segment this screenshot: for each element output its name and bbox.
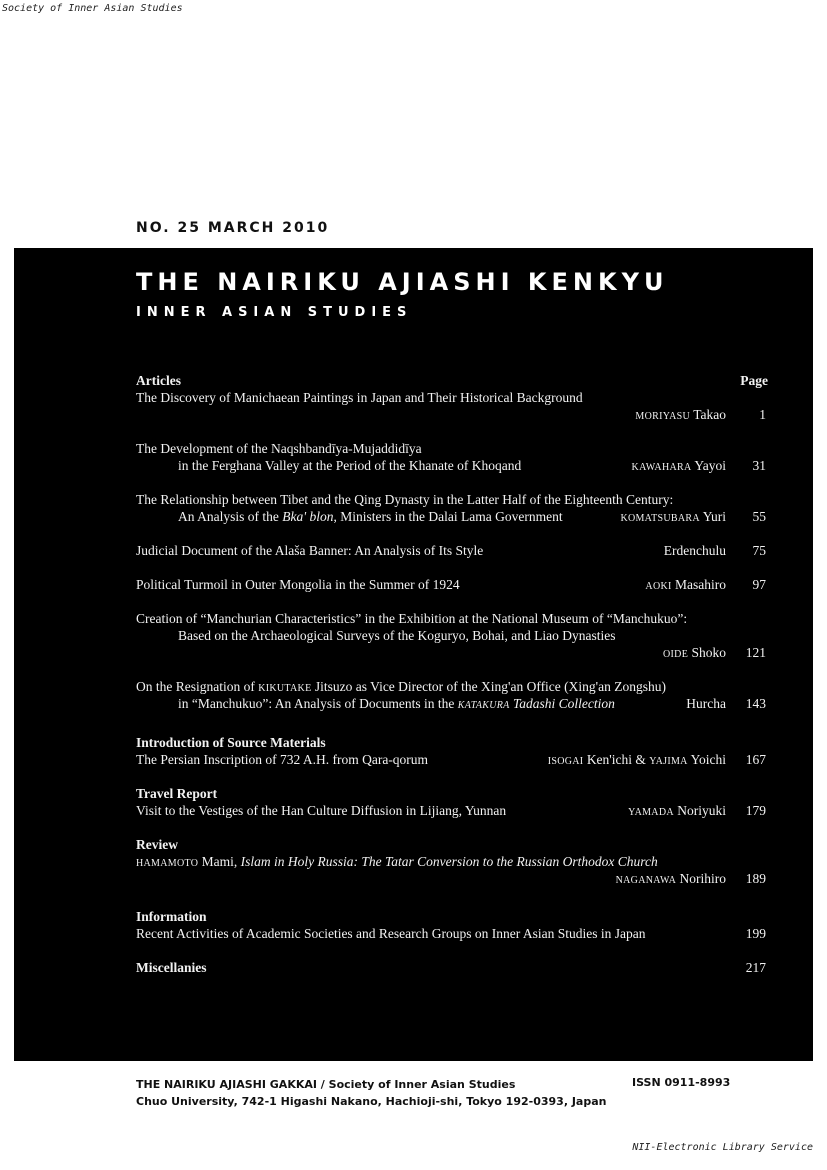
entry-author: NAGANAWA Norihiro bbox=[615, 871, 726, 886]
toc-entry-author-line bbox=[136, 644, 768, 661]
entry-page: 189 bbox=[745, 871, 766, 886]
entry-author: KOMATSUBARA Yuri bbox=[620, 509, 726, 524]
entry-page: 121 bbox=[745, 645, 766, 660]
entry-author: YAMADA Noriyuki bbox=[628, 803, 726, 818]
entry-title-continued: Based on the Archaeological Surveys of the Koguryo, Bohai, and Liao Dynasties bbox=[178, 628, 616, 643]
toc-entry-line2 bbox=[136, 457, 768, 474]
entry-author: Hurcha bbox=[686, 696, 726, 711]
toc-entry[interactable] bbox=[136, 491, 768, 508]
entry-page: 217 bbox=[745, 960, 766, 975]
section-heading-review: Review bbox=[136, 837, 178, 852]
issue-number: NO. 25 MARCH 2010 bbox=[136, 220, 330, 236]
toc-entry[interactable] bbox=[136, 576, 768, 593]
entry-title: Visit to the Vestiges of the Han Culture Diffusion in Lijiang, Yunnan bbox=[136, 803, 507, 818]
publisher-info bbox=[136, 1076, 606, 1110]
page-column-header: Page bbox=[740, 373, 768, 388]
toc-entry-line2 bbox=[136, 508, 768, 525]
toc-entry[interactable] bbox=[136, 678, 768, 695]
toc-entry[interactable] bbox=[136, 751, 768, 768]
toc-entry-miscellanies[interactable] bbox=[136, 959, 768, 976]
cover-panel bbox=[14, 248, 813, 1061]
entry-author: ISOGAI Ken'ichi & YAJIMA Yoichi bbox=[547, 752, 726, 767]
entry-page: 97 bbox=[752, 577, 766, 592]
section-heading-articles: Articles bbox=[136, 373, 181, 388]
issn: ISSN 0911-8993 bbox=[632, 1076, 731, 1089]
toc-entry[interactable] bbox=[136, 389, 768, 406]
entry-title: Political Turmoil in Outer Mongolia in the Summer of 1924 bbox=[136, 577, 460, 592]
journal-title: THE NAIRIKU AJIASHI KENKYU bbox=[136, 268, 669, 296]
entry-author: MORIYASU Takao bbox=[635, 407, 726, 422]
publisher-name: THE NAIRIKU AJIASHI GAKKAI / Society of Inner Asian Studies bbox=[136, 1078, 516, 1091]
entry-page: 199 bbox=[745, 926, 766, 941]
entry-title: Creation of “Manchurian Characteristics” in the Exhibition at the National Museum of “Manchukuo”: bbox=[136, 611, 688, 626]
section-heading-travel-report: Travel Report bbox=[136, 786, 218, 801]
entry-author: KAWAHARA Yayoi bbox=[631, 458, 726, 473]
entry-title-continued: An Analysis of the Bka' blon, Ministers in the Dalai Lama Government bbox=[178, 509, 563, 524]
entry-page: 167 bbox=[745, 752, 766, 767]
section-heading-information: Information bbox=[136, 909, 207, 924]
journal-subtitle: INNER ASIAN STUDIES bbox=[136, 305, 413, 320]
entry-author: OIDE Shoko bbox=[663, 645, 726, 660]
society-header: Society of Inner Asian Studies bbox=[2, 3, 183, 14]
entry-title: Recent Activities of Academic Societies and Research Groups on Inner Asian Studies in Japan bbox=[136, 926, 646, 941]
entry-title: The Relationship between Tibet and the Qing Dynasty in the Latter Half of the Eighteenth Century: bbox=[136, 492, 674, 507]
nii-service-footer: NII-Electronic Library Service bbox=[632, 1142, 813, 1153]
entry-page: 143 bbox=[745, 696, 766, 711]
entry-page: 55 bbox=[752, 509, 766, 524]
section-heading-source-materials: Introduction of Source Materials bbox=[136, 735, 326, 750]
entry-title-continued: in “Manchukuo”: An Analysis of Documents in the KATAKURA Tadashi Collection bbox=[178, 696, 615, 711]
toc-entry[interactable] bbox=[136, 925, 768, 942]
toc-entry[interactable] bbox=[136, 440, 768, 457]
toc-entry[interactable] bbox=[136, 853, 768, 870]
publisher-address: Chuo University, 742-1 Higashi Nakano, Hachioji-shi, Tokyo 192-0393, Japan bbox=[136, 1095, 607, 1108]
section-heading-miscellanies: Miscellanies bbox=[136, 960, 207, 975]
toc-entry[interactable] bbox=[136, 802, 768, 819]
entry-title: HAMAMOTO Mami, Islam in Holy Russia: The Tatar Conversion to the Russian Orthodox Church bbox=[136, 854, 658, 869]
toc-entry[interactable] bbox=[136, 610, 768, 627]
entry-page: 179 bbox=[745, 803, 766, 818]
toc-entry-author-line bbox=[136, 870, 768, 887]
toc-entry[interactable] bbox=[136, 542, 768, 559]
entry-author: AOKI Masahiro bbox=[645, 577, 726, 592]
entry-author: Erdenchulu bbox=[663, 543, 726, 558]
entry-page: 31 bbox=[752, 458, 766, 473]
entry-title: On the Resignation of KIKUTAKE Jitsuzo as Vice Director of the Xing'an Office (Xing'an Zongshu) bbox=[136, 679, 666, 694]
entry-title: The Persian Inscription of 732 A.H. from Qara-qorum bbox=[136, 752, 429, 767]
entry-page: 1 bbox=[759, 407, 766, 422]
toc-entry-line2 bbox=[136, 695, 768, 712]
entry-title: The Discovery of Manichaean Paintings in Japan and Their Historical Background bbox=[136, 390, 583, 405]
entry-title-continued: in the Ferghana Valley at the Period of the Khanate of Khoqand bbox=[178, 458, 522, 473]
entry-title: The Development of the Naqshbandīya-Mujaddidīya bbox=[136, 441, 422, 456]
entry-title: Judicial Document of the Alaša Banner: An Analysis of Its Style bbox=[136, 543, 484, 558]
toc-entry-author-line bbox=[136, 406, 768, 423]
toc-entry-line2 bbox=[136, 627, 768, 644]
entry-page: 75 bbox=[752, 543, 766, 558]
